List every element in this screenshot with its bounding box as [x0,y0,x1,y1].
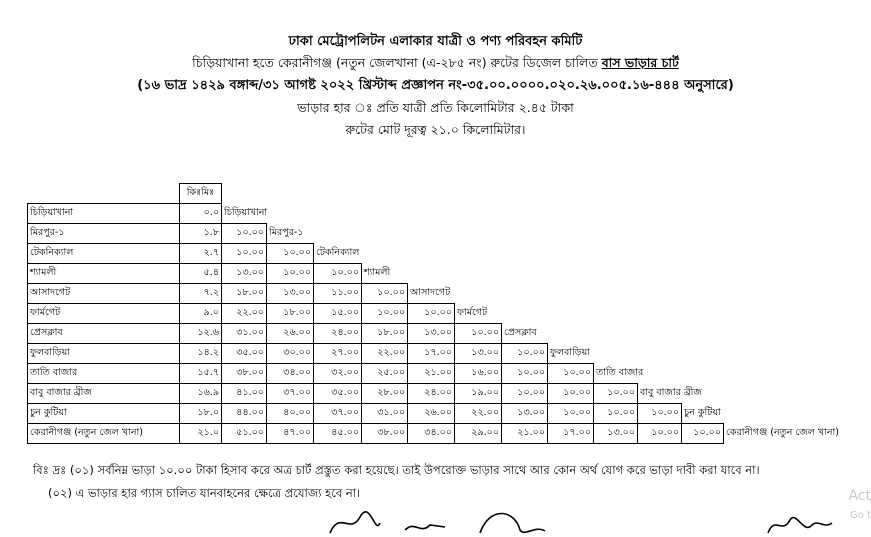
fare-cell: ১৩.০০ [222,264,267,284]
diagonal-stop-label: প্রেসক্লাব [504,326,537,338]
diagonal-stop-label: শ্যামলী [364,266,391,278]
stop-name: মিরপুর-১ [28,224,180,244]
fare-cell: ৪০.০০ [267,404,314,424]
fare-cell: ১৩.০০ [408,324,455,344]
route-prefix: চিড়িয়াখানা হতে কেরানীগঞ্জ (নতুন জেলখানা (এ-২৮৫ নং) রুটের ডিজেল চালিত [192,55,598,70]
stop-name: শ্যামলী [28,264,180,284]
table-row [28,384,842,404]
stop-distance: ৯.০ [180,304,222,324]
fare-cell: ৩১.০০ [362,404,408,424]
stop-distance: ২১.০ [180,424,222,444]
fare-cell: ৩৫.০০ [222,344,267,364]
fare-cell: ২২.০০ [222,304,267,324]
stop-name: প্রেসক্লাব [28,324,180,344]
stop-distance: ২.৭ [180,244,222,264]
fare-cell: ৪১.০০ [222,384,267,404]
fare-cell: ৪৪.০০ [222,404,267,424]
fare-cell: ১০.০০ [594,404,638,424]
table-row [28,264,842,284]
fare-cell: ১০.০০ [314,264,362,284]
footnote-1: বিঃ দ্রঃ (০১) সর্বনিম্ন ভাড়া ১০.০০ টাকা হিসাব করে অত্র চার্ট প্রস্তুত করা হয়েছে। তাই উপরোক্ত ভাড়ার সাথে আর কোন অর্থ যোগ করে ভাড়া দাবী করা যাবে না। [33,463,760,477]
fare-cell: ১৩.০০ [502,404,548,424]
stop-name: আসাদগেট [28,284,180,304]
fare-cell: ১০.০০ [502,384,548,404]
diagonal-stop-label: আসাদগেট [410,286,451,298]
fare-cell: ১৭.০০ [548,424,594,444]
diagonal-stop-label: চিড়িয়াখানা [224,206,268,218]
fare-cell: ১০.০০ [408,304,455,324]
table-row [28,364,842,384]
fare-cell: ২৫.০০ [362,364,408,384]
fare-cell: ১৩.০০ [267,284,314,304]
fare-cell: ২১.০০ [502,424,548,444]
fare-cell: ৪৫.০০ [314,424,362,444]
diagonal-stop-label: কেরানীগঞ্জ (নতুন জেল খানা) [726,427,840,438]
stop-name: কেরানীগঞ্জ (নতুন জেল খানা) [28,424,180,444]
fare-cell: ২৪.০০ [314,324,362,344]
diagonal-stop-label: টেকনিক্যাল [316,246,360,258]
fare-cell: ১৩.০০ [594,424,638,444]
table-row [28,224,842,244]
fare-cell: ২৬.০০ [408,404,455,424]
fare-cell: ১০.০০ [222,224,267,244]
fare-cell: ১০.০০ [548,384,594,404]
fare-cell: ৩৭.০০ [267,384,314,404]
fare-cell: ২২.০০ [362,344,408,364]
fare-cell: ২১.০০ [408,364,455,384]
fare-cell: ১৮.০০ [362,324,408,344]
fare-cell: ৩৪.০০ [408,424,455,444]
stop-distance: ১৫.৭ [180,364,222,384]
fare-cell: ১০.০০ [594,384,638,404]
stop-name: ফার্মগেট [28,304,180,324]
stop-distance: ০.০ [180,204,222,224]
table-row [28,284,842,304]
fare-cell: ৩২.০০ [314,364,362,384]
fare-cell: ১০.০০ [362,304,408,324]
km-header: কিঃমিঃ [180,184,222,204]
fare-rate: ভাড়ার হার ঃ প্রতি যাত্রী প্রতি কিলোমিটার ২.৪৫ টাকা [297,100,574,115]
fare-cell: ১৫.০০ [314,304,362,324]
fare-cell: ১৩.০০ [455,344,502,364]
table-row [28,344,842,364]
route-distance: রুটের মোট দূরত্ব ২১.০ কিলোমিটার। [345,122,526,137]
signature-mark [320,505,570,537]
fare-cell: ৩৫.০০ [314,384,362,404]
diagonal-stop-label: বাবু বাজার ব্রীজ [640,386,702,398]
table-row [28,424,842,444]
diagonal-stop-label: চুন কুটিয়া [684,406,721,418]
route-suffix: বাস ভাড়ার চার্ট [601,55,679,70]
fare-cell: ১৮.০০ [222,284,267,304]
fare-cell: ১০.০০ [638,424,682,444]
table-row [28,304,842,324]
stop-distance: ৫.৪ [180,264,222,284]
stop-name: চিড়িয়াখানা [28,204,180,224]
fare-cell: ১০.০০ [267,244,314,264]
fare-cell: ১০.০০ [222,244,267,264]
fare-cell: ২৪.০০ [408,384,455,404]
table-row [28,244,842,264]
fare-cell: ২৯.০০ [455,424,502,444]
diagonal-stop-label: ফুলবাড়িয়া [550,346,590,358]
route-line [0,55,871,71]
stop-distance: ১৮.০ [180,404,222,424]
fare-cell: ২৬.০০ [267,324,314,344]
fare-cell: ৫১.০০ [222,424,267,444]
fare-cell: ১০.০০ [638,404,682,424]
fare-cell: ১০.০০ [548,404,594,424]
fare-cell: ১০.০০ [267,264,314,284]
stop-distance: ১২.৬ [180,324,222,344]
stop-name: টেকনিক্যাল [28,244,180,264]
fare-cell: ১৭.০০ [408,344,455,364]
committee-title: ঢাকা মেট্রোপলিটন এলাকার যাত্রী ও পণ্য পরিবহন কমিটি [288,34,583,49]
stop-name: তাতি বাজার [28,364,180,384]
fare-cell: ১০.০০ [502,344,548,364]
fare-cell: ২৮.০০ [362,384,408,404]
stop-distance: ১৬.৯ [180,384,222,404]
fare-cell: ৩৮.০০ [362,424,408,444]
activation-watermark-line1: Act [848,488,871,504]
fare-chart-table [27,183,841,444]
stop-distance: ১.৮ [180,224,222,244]
fare-cell: ৩১.০০ [222,324,267,344]
stop-name: চুন কুটিয়া [28,404,180,424]
table-row [28,204,842,224]
fare-cell: ৩৭.০০ [314,404,362,424]
fare-cell: ১০.০০ [682,424,724,444]
table-row [28,324,842,344]
stop-name: ফুলবাড়িয়া [28,344,180,364]
diagonal-stop-label: ফার্মগেট [457,306,488,318]
diagonal-stop-label: তাতি বাজার [596,366,644,378]
fare-cell: ১০.০০ [502,364,548,384]
fare-cell: ২২.০০ [455,404,502,424]
fare-cell: ১৬.০০ [455,364,502,384]
activation-watermark-line2: Go t [850,510,871,521]
fare-cell: ৪৭.০০ [267,424,314,444]
fare-cell: ৩৮.০০ [222,364,267,384]
stop-distance: ৭.২ [180,284,222,304]
notification-line: (১৬ ভাদ্র ১৪২৯ বঙ্গাব্দ/৩১ আগষ্ট ২০২২ খ্রিস্টাব্দ প্রজ্ঞাপন নং-৩৫.০০.০০০০.০২০.২৬.০০৫.১৬-৪৪৪ অনুসারে) [137,78,734,93]
fare-cell: ৩০.০০ [267,344,314,364]
fare-cell: ১০.০০ [455,324,502,344]
fare-cell: ১০.০০ [548,364,594,384]
table-row [28,404,842,424]
fare-cell: ৩৪.০০ [267,364,314,384]
fare-cell: ২৭.০০ [314,344,362,364]
fare-cell: ১১.০০ [314,284,362,304]
diagonal-stop-label: মিরপুর-১ [269,226,304,238]
footnote-2: (০২) এ ভাড়ার হার গ্যাস চালিত যানবাহনের ক্ষেত্রে প্রযোজ্য হবে না। [48,486,361,500]
fare-cell: ১০.০০ [362,284,408,304]
signature-mark-right [760,505,840,537]
stop-name: বাবু বাজার ব্রীজ [28,384,180,404]
fare-cell: ১৮.০০ [267,304,314,324]
fare-cell: ১৯.০০ [455,384,502,404]
stop-distance: ১৪.২ [180,344,222,364]
